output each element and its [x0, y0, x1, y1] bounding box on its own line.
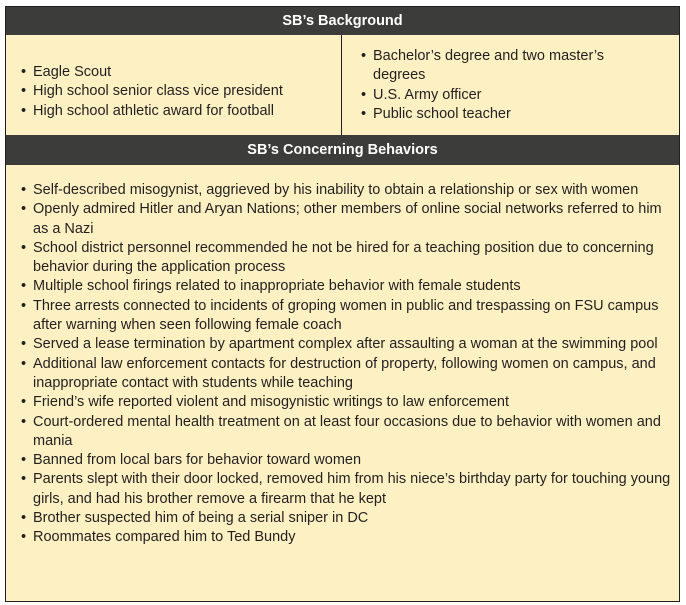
list-item: • Eagle Scout — [19, 63, 334, 82]
background-title: SB’s Background — [6, 7, 679, 35]
list-item: • Banned from local bars for behavior toward women — [19, 451, 675, 470]
list-item: • Public school teacher — [359, 105, 659, 124]
list-item: • Multiple school firings related to inappropriate behavior with female students — [19, 277, 675, 296]
list-item: • Court-ordered mental health treatment on at least four occasions due to behavior with women and mania — [19, 413, 675, 452]
background-left-column — [6, 35, 342, 135]
list-item: • Three arrests connected to incidents of groping women in public and trespassing on FSU campus after warning when seen following female coach — [19, 297, 675, 336]
list-item: • High school senior class vice president — [19, 82, 334, 101]
background-right-column — [342, 35, 679, 135]
behaviors-title: SB’s Concerning Behaviors — [6, 135, 679, 165]
info-box — [5, 6, 680, 602]
list-item: • High school athletic award for football — [19, 102, 334, 121]
list-item: • Self-described misogynist, aggrieved by his inability to obtain a relationship or sex with women — [19, 181, 675, 200]
list-item: • Served a lease termination by apartment complex after assaulting a woman at the swimming pool — [19, 335, 675, 354]
list-item: • Roommates compared him to Ted Bundy — [19, 528, 675, 547]
list-item: • Friend’s wife reported violent and misogynistic writings to law enforcement — [19, 393, 675, 412]
background-right-list — [359, 47, 659, 124]
list-item: • Parents slept with their door locked, removed him from his niece’s birthday party for touching young girls, and had his brother remove a firearm that he kept — [19, 470, 675, 509]
list-item: • School district personnel recommended he not be hired for a teaching position due to concerning behavior during the application process — [19, 239, 675, 278]
background-left-list — [19, 63, 334, 121]
list-item: • Additional law enforcement contacts for destruction of property, following women on campus, and inappropriate contact with students while teaching — [19, 355, 675, 394]
list-item: • Bachelor’s degree and two master’s degrees — [359, 47, 659, 86]
list-item: • Brother suspected him of being a serial sniper in DC — [19, 509, 675, 528]
background-row — [6, 35, 679, 135]
behaviors-list — [19, 181, 675, 548]
list-item: • U.S. Army officer — [359, 86, 659, 105]
list-item: • Openly admired Hitler and Aryan Nations; other members of online social networks referred to him as a Nazi — [19, 200, 675, 239]
